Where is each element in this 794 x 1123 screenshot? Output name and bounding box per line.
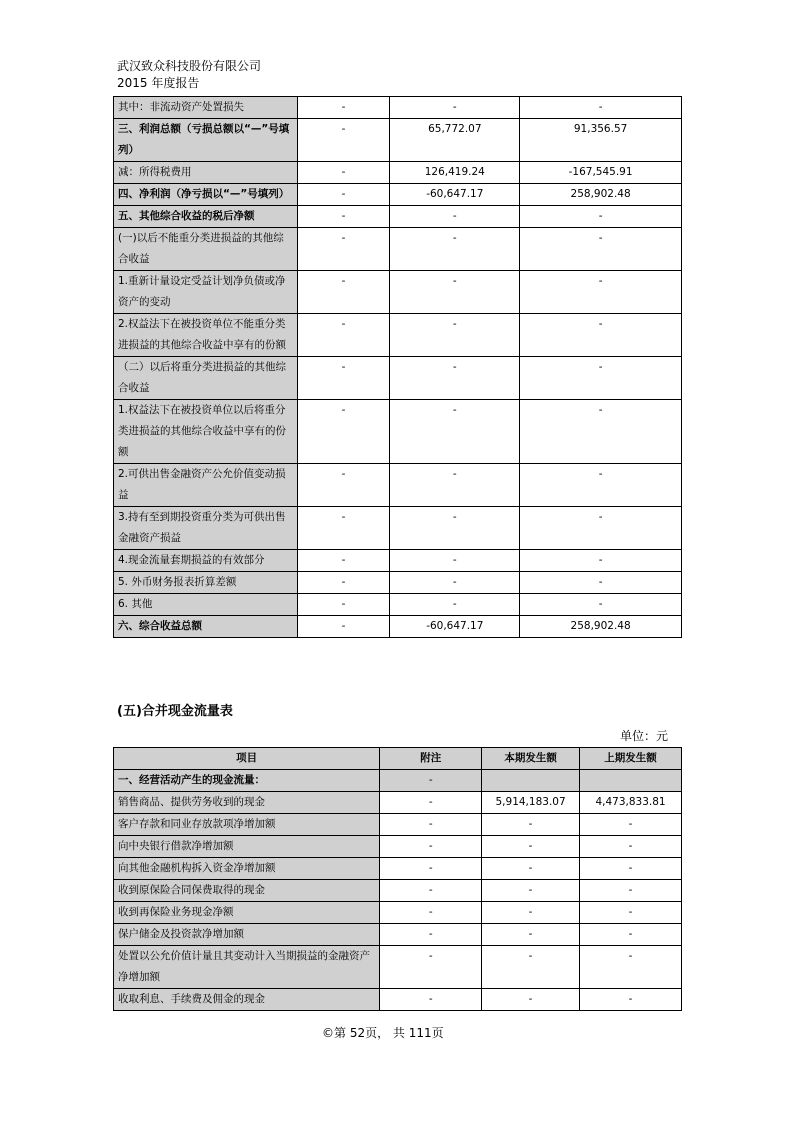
row-current: - bbox=[482, 902, 580, 924]
row-label: 销售商品、提供劳务收到的现金 bbox=[114, 792, 380, 814]
row-previous: - bbox=[520, 507, 682, 550]
table-row bbox=[114, 858, 682, 880]
row-note: - bbox=[297, 271, 390, 314]
row-note: - bbox=[380, 989, 482, 1011]
row-note: - bbox=[297, 507, 390, 550]
row-note: - bbox=[380, 836, 482, 858]
row-previous: - bbox=[520, 464, 682, 507]
row-label: 5. 外币财务报表折算差额 bbox=[114, 572, 298, 594]
row-current: - bbox=[390, 97, 520, 119]
row-previous: - bbox=[520, 400, 682, 464]
table-row bbox=[114, 902, 682, 924]
row-label: 2.权益法下在被投资单位不能重分类进损益的其他综合收益中享有的份额 bbox=[114, 314, 298, 357]
row-label: 2.可供出售金融资产公允价值变动损益 bbox=[114, 464, 298, 507]
row-current: - bbox=[390, 572, 520, 594]
table-row bbox=[114, 924, 682, 946]
table-row bbox=[114, 550, 682, 572]
table-row bbox=[114, 814, 682, 836]
cashflow-title: (五)合并现金流量表 bbox=[117, 704, 233, 719]
row-previous: -167,545.91 bbox=[520, 162, 682, 184]
row-note: - bbox=[297, 184, 390, 206]
header-current: 本期发生额 bbox=[482, 748, 580, 770]
header-note: 附注 bbox=[380, 748, 482, 770]
row-label: 4.现金流量套期损益的有效部分 bbox=[114, 550, 298, 572]
row-note: - bbox=[297, 594, 390, 616]
row-label: 1.权益法下在被投资单位以后将重分类进损益的其他综合收益中享有的份额 bbox=[114, 400, 298, 464]
row-label: 收到再保险业务现金净额 bbox=[114, 902, 380, 924]
row-previous: - bbox=[580, 880, 682, 902]
row-current: - bbox=[482, 858, 580, 880]
row-note: - bbox=[297, 357, 390, 400]
row-note: - bbox=[380, 792, 482, 814]
row-current: 126,419.24 bbox=[390, 162, 520, 184]
row-note: - bbox=[297, 550, 390, 572]
row-previous: 258,902.48 bbox=[520, 616, 682, 638]
row-label: 向中央银行借款净增加额 bbox=[114, 836, 380, 858]
section-label: 一、经营活动产生的现金流量： bbox=[114, 770, 380, 792]
cashflow-table bbox=[113, 747, 682, 1011]
unit-label: 单位：元 bbox=[620, 729, 669, 743]
section-previous bbox=[580, 770, 682, 792]
row-note: - bbox=[380, 880, 482, 902]
row-note: - bbox=[297, 616, 390, 638]
row-previous: - bbox=[520, 206, 682, 228]
table-row bbox=[114, 836, 682, 858]
row-previous: - bbox=[520, 594, 682, 616]
row-label: 收取利息、手续费及佣金的现金 bbox=[114, 989, 380, 1011]
row-current: - bbox=[482, 989, 580, 1011]
row-current: - bbox=[390, 206, 520, 228]
row-note: - bbox=[297, 119, 390, 162]
section-note: - bbox=[380, 770, 482, 792]
row-current: - bbox=[482, 880, 580, 902]
row-note: - bbox=[297, 572, 390, 594]
row-previous: - bbox=[520, 97, 682, 119]
row-previous: - bbox=[580, 946, 682, 989]
company-name: 武汉致众科技股份有限公司 bbox=[117, 59, 262, 73]
row-current: 5,914,183.07 bbox=[482, 792, 580, 814]
row-current: - bbox=[390, 507, 520, 550]
row-note: - bbox=[380, 946, 482, 989]
row-previous: - bbox=[520, 572, 682, 594]
row-note: - bbox=[380, 902, 482, 924]
table-row bbox=[114, 880, 682, 902]
section-current bbox=[482, 770, 580, 792]
table-row bbox=[114, 97, 682, 119]
row-previous: - bbox=[580, 814, 682, 836]
table-row bbox=[114, 119, 682, 162]
row-note: - bbox=[297, 314, 390, 357]
row-label: 五、其他综合收益的税后净额 bbox=[114, 206, 298, 228]
row-previous: 91,356.57 bbox=[520, 119, 682, 162]
row-current: - bbox=[390, 550, 520, 572]
row-current: - bbox=[482, 924, 580, 946]
row-note: - bbox=[297, 162, 390, 184]
row-previous: - bbox=[580, 836, 682, 858]
row-current: - bbox=[390, 594, 520, 616]
row-label: 6. 其他 bbox=[114, 594, 298, 616]
row-previous: 258,902.48 bbox=[520, 184, 682, 206]
row-note: - bbox=[380, 924, 482, 946]
row-previous: - bbox=[580, 858, 682, 880]
cashflow-header-row bbox=[114, 748, 682, 770]
table-row bbox=[114, 464, 682, 507]
row-label: 处置以公允价值计量且其变动计入当期损益的金融资产净增加额 bbox=[114, 946, 380, 989]
table-row bbox=[114, 792, 682, 814]
row-previous: - bbox=[520, 314, 682, 357]
document-header bbox=[117, 58, 261, 92]
row-label: 三、利润总额（亏损总额以“—”号填列） bbox=[114, 119, 298, 162]
row-current: -60,647.17 bbox=[390, 184, 520, 206]
row-label: 其中：非流动资产处置损失 bbox=[114, 97, 298, 119]
row-previous: - bbox=[520, 271, 682, 314]
row-label: 3.持有至到期投资重分类为可供出售金融资产损益 bbox=[114, 507, 298, 550]
table-row bbox=[114, 184, 682, 206]
table-row bbox=[114, 507, 682, 550]
table-row bbox=[114, 357, 682, 400]
row-label: 减：所得税费用 bbox=[114, 162, 298, 184]
row-label: 客户存款和同业存放款项净增加额 bbox=[114, 814, 380, 836]
row-current: 65,772.07 bbox=[390, 119, 520, 162]
row-note: - bbox=[297, 464, 390, 507]
income-statement-table bbox=[113, 96, 682, 638]
row-previous: - bbox=[520, 550, 682, 572]
section-row bbox=[114, 770, 682, 792]
report-title: 2015 年度报告 bbox=[117, 76, 200, 90]
table-row bbox=[114, 572, 682, 594]
row-previous: - bbox=[580, 902, 682, 924]
row-note: - bbox=[297, 97, 390, 119]
row-note: - bbox=[297, 400, 390, 464]
row-note: - bbox=[380, 858, 482, 880]
table-row bbox=[114, 616, 682, 638]
row-previous: - bbox=[580, 989, 682, 1011]
row-label: 保户储金及投资款净增加额 bbox=[114, 924, 380, 946]
row-note: - bbox=[297, 228, 390, 271]
row-label: (一)以后不能重分类进损益的其他综合收益 bbox=[114, 228, 298, 271]
header-previous: 上期发生额 bbox=[580, 748, 682, 770]
row-previous: - bbox=[580, 924, 682, 946]
row-label: 1.重新计量设定受益计划净负债或净资产的变动 bbox=[114, 271, 298, 314]
row-current: - bbox=[390, 228, 520, 271]
table-row bbox=[114, 162, 682, 184]
row-current: - bbox=[390, 357, 520, 400]
table-row bbox=[114, 946, 682, 989]
table-row bbox=[114, 314, 682, 357]
row-label: （二）以后将重分类进损益的其他综合收益 bbox=[114, 357, 298, 400]
table-row bbox=[114, 271, 682, 314]
row-current: - bbox=[482, 836, 580, 858]
row-previous: - bbox=[520, 357, 682, 400]
header-item: 项目 bbox=[114, 748, 380, 770]
row-note: - bbox=[380, 814, 482, 836]
table-row bbox=[114, 594, 682, 616]
row-label: 四、净利润（净亏损以“—”号填列） bbox=[114, 184, 298, 206]
row-current: - bbox=[482, 946, 580, 989]
table-row bbox=[114, 206, 682, 228]
row-current: - bbox=[482, 814, 580, 836]
row-current: - bbox=[390, 464, 520, 507]
row-previous: 4,473,833.81 bbox=[580, 792, 682, 814]
row-label: 六、综合收益总额 bbox=[114, 616, 298, 638]
row-current: -60,647.17 bbox=[390, 616, 520, 638]
row-note: - bbox=[297, 206, 390, 228]
row-label: 向其他金融机构拆入资金净增加额 bbox=[114, 858, 380, 880]
page-footer: ©第 52页， 共 111页 bbox=[322, 1026, 444, 1040]
row-previous: - bbox=[520, 228, 682, 271]
table-row bbox=[114, 989, 682, 1011]
row-label: 收到原保险合同保费取得的现金 bbox=[114, 880, 380, 902]
table-row bbox=[114, 400, 682, 464]
row-current: - bbox=[390, 400, 520, 464]
table-row bbox=[114, 228, 682, 271]
row-current: - bbox=[390, 271, 520, 314]
row-current: - bbox=[390, 314, 520, 357]
